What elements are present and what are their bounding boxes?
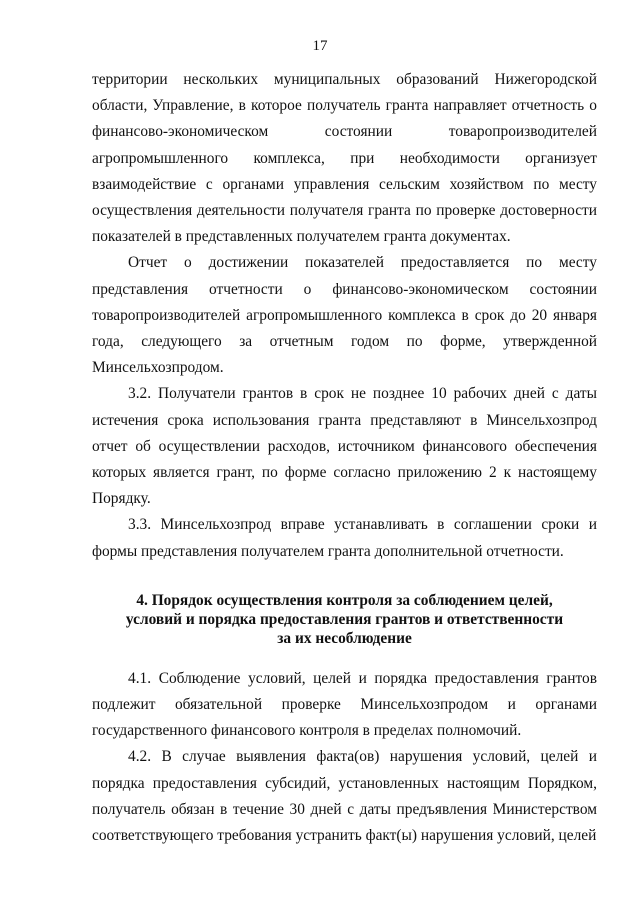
section-4-heading-line-1: 4. Порядок осуществления контроля за соблюдением целей, xyxy=(136,591,553,609)
paragraph-3-3: 3.3. Минсельхозпрод вправе устанавливать в соглашении сроки и формы представления получателем гранта дополнительной отчетности. xyxy=(92,516,597,560)
paragraph-4-1: 4.1. Соблюдение условий, целей и порядка предоставления грантов подлежит обязательной проверке Минсельхозпродом и органами государственного финансового контроля в пределах полномочий. xyxy=(92,669,597,740)
document-body xyxy=(92,67,597,849)
paragraph-report-indicators: Отчет о достижении показателей предоставляется по месту представления отчетности о финансово-экономическом состоянии товаропроизводителей агропромышленного комплекса в срок до 20 января года, следующего за отчетным годом по форме, утвержденной Минсельхозпродом. xyxy=(92,254,597,377)
paragraph-continuation: территории нескольких муниципальных образований Нижегородской области, Управление, в которое получатель гранта направляет отчетность о финансово-экономическом состоянии товаропроизводителей агропромышленного комплекса, при необходимости организует взаимодействие с органами управления сельским хозяйством по месту осуществления деятельности получателя гранта по проверке достоверности показателей в представленных получателем гранта документах. xyxy=(92,71,597,246)
page-number: 17 xyxy=(312,38,328,54)
section-4-heading-line-3: за их несоблюдение xyxy=(277,629,412,647)
section-4-heading-line-2: условий и порядка предоставления грантов и ответственности xyxy=(125,610,564,628)
paragraph-4-2: 4.2. В случае выявления факта(ов) нарушения условий, целей и порядка предоставления субсидий, установленных настоящим Порядком, получатель обязан в течение 30 дней с даты предъявления Министерством соответствующего требования устранить факт(ы) нарушения условий, целей xyxy=(92,748,597,845)
section-4-heading xyxy=(92,591,597,648)
paragraph-3-2: 3.2. Получатели грантов в срок не позднее 10 рабочих дней с даты истечения срока использования гранта представляют в Минсельхозпрод отчет об осуществлении расходов, источником финансового обеспечения которых является грант, по форме согласно приложению 2 к настоящему Порядку. xyxy=(92,385,597,508)
